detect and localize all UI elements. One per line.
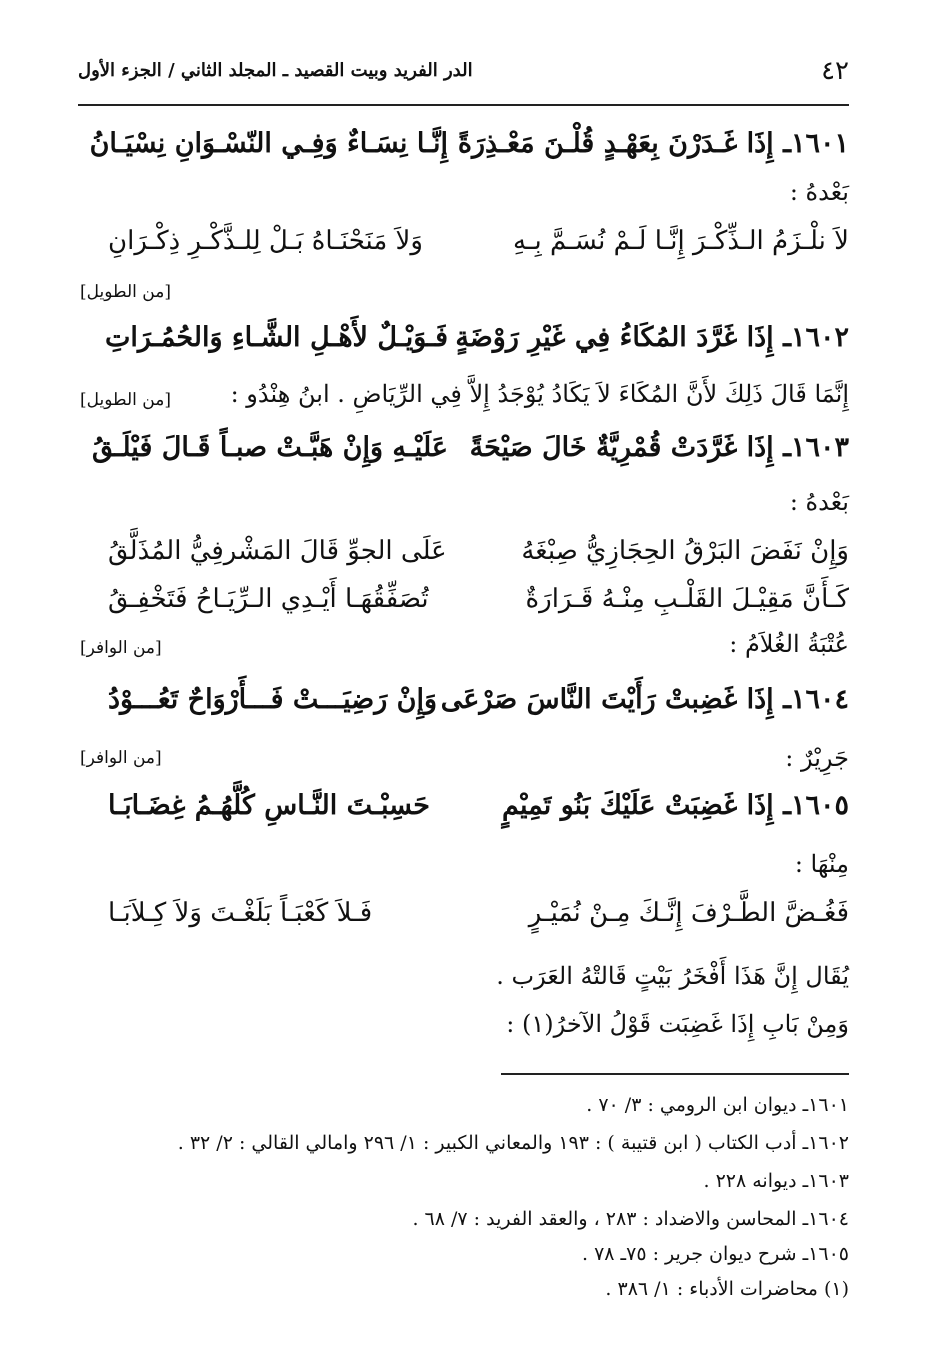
verse-second-hemistich: وَلاَ مَنَحْنَـاهُ بَـلْ لِلـذَّكْـرِ ذِكْـرَانِ xyxy=(108,226,423,256)
meter-label: [من الوافر] xyxy=(80,638,162,658)
verse-1601-first-hemistich: ١٦٠١ـ إِذَا غَـدَرْنَ بِعَهْـدٍ قُلْـنَ مَعْـذِرَةً xyxy=(457,128,849,159)
verse-1604-second-hemistich: وَإِنْ رَضِيَـــتْ فَـــأَرْوَاحٌ تَعُـــوْدُ xyxy=(108,684,438,715)
footnote: ١٦٠٢ـ أدب الكتاب ( ابن قتيبة ) : ١٩٣ والمعاني الكبير : ١/ ٢٩٦ وامالي القالي : ٢/ ٣٢ . xyxy=(177,1132,849,1154)
verse-1603-second-hemistich: عَلَيْـهِ وَإِنْ هَبَّـتْ صبـاً قَـالَ فَيْلَـقُ xyxy=(91,432,448,463)
footnote: ١٦٠٣ـ ديوانه ٢٢٨ . xyxy=(703,1170,849,1192)
verse-1602-first-hemistich: ١٦٠٢ـ إِذَا غَرَّدَ المُكَاءُ فِي غَيْرِ رَوْضَةٍ xyxy=(455,322,849,353)
verse-first-hemistich: كَـأَنَّ مَقِيْـلَ القَلْـبِ مِنْـهُ قَـرَارَةٌ xyxy=(525,584,849,614)
verse-1601-second-hemistich: إِنَّـا نِسَـاءٌ وَفِـي النّسْـوَانِ نِسْيَـانُ xyxy=(89,128,448,159)
poet-name: جَرِيْرٌ : xyxy=(785,744,849,772)
verse-second-hemistich: عَلَى الجوِّ قَالَ المَشْرفِيُّ المُذَلَّقُ xyxy=(108,536,447,566)
meter-label: [من الوافر] xyxy=(80,748,162,768)
intro-label: بَعْدهُ : xyxy=(789,178,849,206)
commentary-text: إِنَّمَا قَالَ ذَلِكَ لأَنَّ المُكَاءَ لاَ يَكَادُ يُوْجَدُ إِلاَّ فِي الرِّيَاضِ . ابنُ هِنْدُو : xyxy=(230,380,849,408)
verse-second-hemistich: تُصَفِّقُهَـا أَيْـدِي الـرِّيَـاحُ فَتَخْفِـقُ xyxy=(108,584,429,614)
verse-1605-second-hemistich: حَسِبْـتَ النَّـاسِ كُلَّهُـمُ غِضَـابَـا xyxy=(108,790,430,821)
intro-label: مِنْهَا : xyxy=(794,850,849,878)
header-divider xyxy=(78,104,849,106)
footnote: ١٦٠١ـ ديوان ابن الرومي : ٣/ ٧٠ . xyxy=(586,1094,849,1116)
verse-1604-first-hemistich: ١٦٠٤ـ إِذَا غَضِبتْ رَأَيْتَ النَّاسَ صَرْعَى xyxy=(440,684,849,715)
footnote: (١) محاضرات الأدباء : ١/ ٣٨٦ . xyxy=(605,1278,849,1300)
intro-label: بَعْدهُ : xyxy=(789,488,849,516)
footnote: ١٦٠٥ـ شرح ديوان جرير : ٧٥ـ ٧٨ . xyxy=(581,1243,849,1265)
running-title: الدر الفريد وبيت القصيد ـ المجلد الثاني / الجزء الأول xyxy=(78,60,473,81)
footnote: ١٦٠٤ـ المحاسن والاضداد : ٢٨٣ ، والعقد الفريد : ٧/ ٦٨ . xyxy=(412,1208,849,1230)
page-header xyxy=(78,56,849,96)
verse-1605-first-hemistich: ١٦٠٥ـ إِذَا غَضِبَتْ عَلَيْكَ بَنُو تَمِيْمٍ xyxy=(502,790,849,821)
commentary-text: يُقَال إِنَّ هَذَا أَفْخَرُ بَيْتٍ قَالتْهُ العَرَب . xyxy=(496,962,849,990)
commentary-text: وَمِنْ بَابِ إِذَا غَضِبَت قَوْلُ الآخرُ(١) : xyxy=(506,1010,849,1038)
verse-first-hemistich: وَإِنْ نَفَضَ البَرْقُ الحِجَازِيُّ صِبْغَهُ xyxy=(521,536,849,566)
verse-first-hemistich: فَغُـضَّ الطَّـرْفَ إِنَّـكَ مِـنْ نُمَيْـرٍ xyxy=(528,898,849,928)
page-number: ٤٢ xyxy=(821,56,849,86)
poet-name: عُتْبَةُ الغُلاَمُ : xyxy=(729,630,849,658)
meter-label: [من الطويل] xyxy=(80,282,171,302)
verse-1602-second-hemistich: فَـوَيْـلٌ لأَهْـلِ الشَّـاءِ وَالحُمُـرَاتِ xyxy=(104,322,448,353)
footnote-divider xyxy=(501,1073,849,1075)
verse-1603-first-hemistich: ١٦٠٣ـ إِذَا غَرَّدَتْ قُمْرِيَّةٌ خَالَ صَيْحَةً xyxy=(469,432,849,463)
verse-first-hemistich: لاَ نلْـزَمُ الـذِّكْـرَ إِنَّـا لَـمْ نُسَـمَّ بِـهِ xyxy=(512,226,849,256)
meter-label: [من الطويل] xyxy=(80,390,171,410)
verse-second-hemistich: فَـلاَ كَعْبَـاً بَلَغْـتَ وَلاَ كِـلاَبَـا xyxy=(108,898,373,928)
